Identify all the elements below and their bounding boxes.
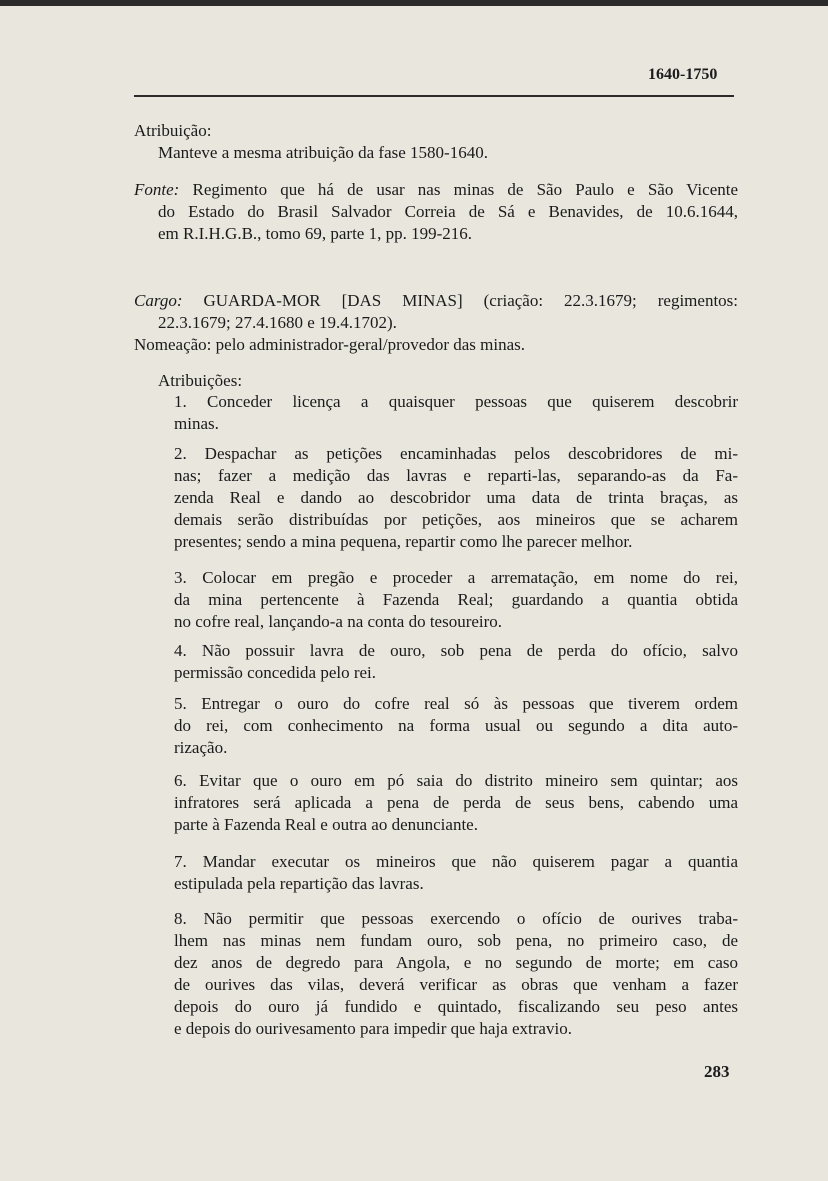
appointment-text: Nomeação: pelo administrador-geral/provedor das minas. (134, 335, 525, 354)
page-number: 283 (704, 1062, 730, 1081)
duty-6-line-2: infratores será aplicada a pena de perda de seus bens, cabendo uma (174, 793, 738, 812)
duty-item-5 (174, 693, 738, 759)
source-text-1: Regimento que há de usar nas minas de São Paulo e São Vicente (192, 180, 739, 199)
duty-5-line-2: do rei, com conhecimento na forma usual ou segundo a dita auto- (174, 716, 738, 735)
duty-2-line-3: zenda Real e dando ao descobridor uma data de trinta braças, as (174, 488, 738, 507)
cargo-block (134, 290, 738, 356)
attribution-block (134, 120, 738, 164)
source-line-3: em R.I.H.G.B., tomo 69, parte 1, pp. 199-216. (158, 224, 472, 243)
duty-item-1 (174, 391, 738, 435)
duty-8-line-6: e depois do ourivesamento para impedir que haja extravio. (174, 1019, 572, 1038)
duty-7-line-2: estipulada pela repartição das lavras. (174, 874, 424, 893)
duty-3-line-1: 3. Colocar em pregão e proceder a arrematação, em nome do rei, (174, 568, 738, 587)
duties-heading: Atribuições: (158, 371, 243, 390)
running-header-period: 1640-1750 (648, 66, 718, 83)
source-block (134, 179, 738, 245)
duty-1-line-1: 1. Conceder licença a quaisquer pessoas que quiserem descobrir (174, 392, 738, 411)
duty-2-line-5: presentes; sendo a mina pequena, repartir como lhe parecer melhor. (174, 532, 633, 551)
duty-4-line-2: permissão concedida pelo rei. (174, 663, 377, 682)
duty-2-line-2: nas; fazer a medição das lavras e reparti-las, separando-as da Fa- (174, 466, 738, 485)
attribution-text: Manteve a mesma atribuição da fase 1580-1640. (158, 143, 488, 162)
duty-8-line-5: depois do ouro já fundido e quintado, fiscalizando seu peso antes (174, 997, 738, 1016)
duty-5-line-1: 5. Entregar o ouro do cofre real só às pessoas que tiverem ordem (174, 694, 738, 713)
header-rule (134, 95, 734, 97)
duty-8-line-2: lhem nas minas nem fundam ouro, sob pena, no primeiro caso, de (174, 931, 738, 950)
cargo-label: Cargo: (134, 291, 183, 310)
source-line-1 (134, 179, 738, 201)
duty-item-2 (174, 443, 738, 553)
source-label: Fonte: (134, 180, 180, 199)
duty-item-8 (174, 908, 738, 1040)
duty-5-line-3: rização. (174, 738, 228, 757)
duty-3-line-3: no cofre real, lançando-a na conta do tesoureiro. (174, 612, 503, 631)
duty-8-line-1: 8. Não permitir que pessoas exercendo o ofício de ourives traba- (174, 909, 738, 928)
duty-6-line-1: 6. Evitar que o ouro em pó saia do distrito mineiro sem quintar; aos (174, 771, 738, 790)
duty-item-3 (174, 567, 738, 633)
duty-2-line-4: demais serão distribuídas por petições, aos mineiros que se acharem (174, 510, 738, 529)
duties-heading-block (134, 370, 738, 392)
duty-2-line-1: 2. Despachar as petições encaminhadas pelos descobridores de mi- (174, 444, 738, 463)
cargo-line-1 (134, 290, 738, 312)
duty-8-line-3: dez anos de degredo para Angola, e no segundo de morte; em caso (174, 953, 738, 972)
cargo-text-1: GUARDA-MOR [DAS MINAS] (criação: 22.3.1679; regimentos: (203, 291, 739, 310)
duty-6-line-3: parte à Fazenda Real e outra ao denunciante. (174, 815, 478, 834)
attribution-label: Atribuição: (134, 121, 212, 140)
duty-7-line-1: 7. Mandar executar os mineiros que não quiserem pagar a quantia (174, 852, 738, 871)
duty-item-6 (174, 770, 738, 836)
duty-4-line-1: 4. Não possuir lavra de ouro, sob pena de perda do ofício, salvo (174, 641, 738, 660)
duty-1-line-2: minas. (174, 414, 219, 433)
duty-3-line-2: da mina pertencente à Fazenda Real; guardando a quantia obtida (174, 590, 738, 609)
scan-edge (0, 0, 828, 6)
duty-8-line-4: de ourives das vilas, deverá verificar as obras que venham a fazer (174, 975, 738, 994)
duty-item-7 (174, 851, 738, 895)
duty-item-4 (174, 640, 738, 684)
source-line-2: do Estado do Brasil Salvador Correia de Sá e Benavides, de 10.6.1644, (158, 202, 738, 221)
cargo-line-2: 22.3.1679; 27.4.1680 e 19.4.1702). (158, 313, 397, 332)
